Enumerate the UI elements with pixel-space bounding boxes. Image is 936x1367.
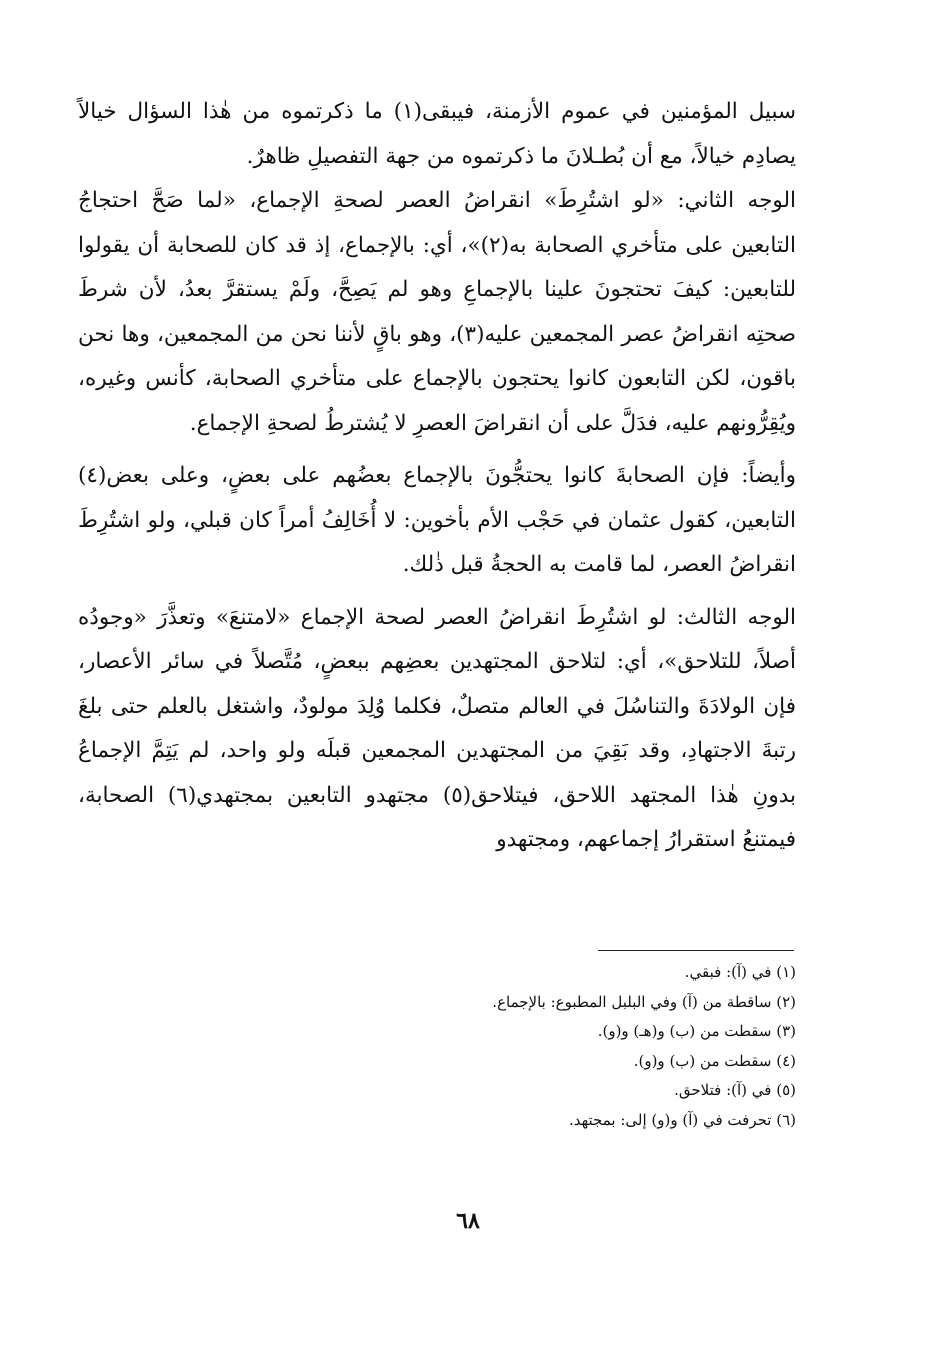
paragraph-3: وأيضاً: فإن الصحابةَ كانوا يحتجُّونَ بالإجماع بعضُهم على بعضٍ، وعلى بعض(٤) التابعين، كقول عثمان في حَجْب الأم بأخوين: لا أُخَالِفُ أمراً كان قبلي، ولو اشتُرِطَ انقراضُ العصر، لما قامت به الحجةُ قبل ذٰلك. — [78, 463, 796, 577]
footnote-2: (٢) ساقطة من (آ) وفي البلبل المطبوع: بالإجماع. — [492, 992, 796, 1011]
footnote-5: (٥) في (آ): فتلاحق. — [674, 1081, 796, 1099]
footnotes — [196, 958, 796, 1135]
paragraph-1: سبيل المؤمنين في عموم الأزمنة، فيبقى(١) ما ذكرتموه من هٰذا السؤال خيالاً يصادِم خيالاً، مع أن بُطـلانَ ما ذكرتموه من جهة التفصيلِ ظاهرٌ. — [78, 99, 796, 169]
page-number: ٦٨ — [456, 1208, 480, 1234]
paragraph-2: الوجه الثاني: «لو اشتُرِطَ» انقراضُ العصر لصحةِ الإجماع، «لما صَحَّ احتجاجُ التابعين على متأخري الصحابة به(٢)»، أي: بالإجماع، إذ قد كان للصحابة أن يقولوا للتابعين: كيفَ تحتجونَ علينا بالإجماعِ وهو لم يَصِحَّ، ولَمْ يستقرَّ بعدُ، لأن شرطَ صحتِه انقراضُ عصر المجمعين عليه(٣)، وهو باقٍ لأننا نحن من المجمعين، وها نحن باقون، لكن التابعون كانوا يحتجون بالإجماع على متأخري الصحابة، كأنس وغيره، ويُقِرُّونهم عليه، فدَلَّ على أن انقراضَ العصرِ لا يُشترطُ لصحةِ الإجماع. — [78, 188, 796, 436]
footnote-4: (٤) سقطت من (ب) و(و). — [633, 1051, 796, 1070]
footnote-separator — [598, 950, 794, 951]
footnote-3: (٣) سقطت من (ب) و(هـ) و(و). — [597, 1022, 796, 1040]
footnote-1: (١) في (آ): فبقي. — [684, 963, 796, 981]
paragraph-4: الوجه الثالث: لو اشتُرِطَ انقراضُ العصر لصحة الإجماع «لامتنعَ» وتعذَّرَ «وجودُه أصلاً، للتلاحق»، أي: لتلاحق المجتهدين بعضِهم ببعضٍ، مُتَّصلاً في سائر الأعصار، فإن الولادَةَ والتناسُلَ في العالم متصلٌ، فكلما وُلِدَ مولودٌ، واشتغل بالعلم حتى بلغَ رتبةَ الاجتهادِ، وقد بَقِيَ من المجتهدين المجمعين قبلَه ولو واحد، لم يَتِمَّ الإجماعُ بدونِ هٰذا المجتهد اللاحق، فيتلاحق(٥) مجتهدو التابعين بمجتهدي(٦) الصحابة، فيمتنعُ استقرارُ إجماعهم، ومجتهدو — [78, 604, 796, 852]
main-text — [78, 90, 796, 863]
footnote-6: (٦) تحرفت في (آ) و(و) إلى: بمجتهد. — [568, 1110, 796, 1129]
